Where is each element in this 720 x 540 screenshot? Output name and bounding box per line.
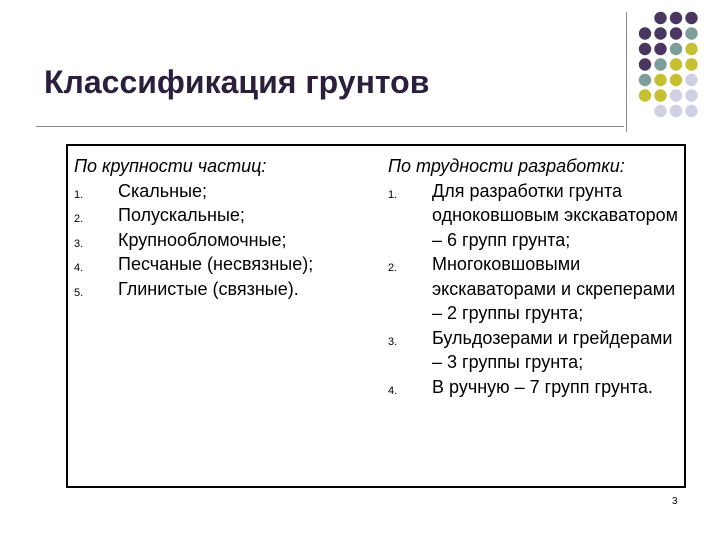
list-item bbox=[74, 179, 374, 204]
vertical-divider bbox=[626, 12, 627, 132]
decorative-dot bbox=[685, 43, 697, 55]
decorative-dot bbox=[654, 89, 666, 101]
right-list bbox=[388, 179, 684, 400]
list-number: 4. bbox=[388, 384, 398, 397]
left-list bbox=[74, 179, 374, 302]
decorative-dot bbox=[670, 105, 682, 117]
list-number: 3. bbox=[388, 335, 398, 348]
list-item bbox=[388, 326, 684, 375]
decorative-dot bbox=[685, 58, 697, 70]
decorative-dot bbox=[685, 27, 697, 39]
list-item bbox=[74, 228, 374, 253]
list-text: Скальные; bbox=[118, 180, 208, 201]
list-number: 1. bbox=[388, 188, 398, 201]
left-column-heading: По крупности частиц: bbox=[74, 156, 267, 176]
list-item bbox=[388, 179, 684, 253]
list-item bbox=[388, 252, 684, 326]
list-number: 3. bbox=[74, 237, 84, 250]
decorative-dot bbox=[654, 27, 666, 39]
list-item bbox=[74, 277, 374, 302]
list-number: 2. bbox=[74, 213, 84, 225]
content-box bbox=[66, 144, 686, 488]
decorative-dot bbox=[685, 105, 697, 117]
list-text: Полускальные; bbox=[118, 205, 245, 225]
list-text: Бульдозерами и грейдерами – 3 группы грунта; bbox=[432, 327, 673, 372]
decorative-dots bbox=[638, 11, 714, 121]
list-item bbox=[74, 252, 374, 277]
page-number: 3 bbox=[672, 496, 678, 507]
list-item bbox=[388, 375, 684, 400]
decorative-dot bbox=[639, 58, 651, 70]
decorative-dot bbox=[639, 43, 651, 55]
list-number: 2. bbox=[388, 262, 398, 274]
decorative-dot bbox=[685, 12, 697, 24]
decorative-dot bbox=[670, 12, 682, 24]
decorative-dot bbox=[670, 43, 682, 55]
right-column-heading: По трудности разработки: bbox=[388, 156, 625, 176]
title-underline bbox=[36, 126, 624, 127]
decorative-dot bbox=[639, 89, 651, 101]
list-text: Глинистые (связные). bbox=[118, 278, 299, 299]
list-number: 4. bbox=[74, 262, 84, 274]
page-title: Классификация грунтов bbox=[44, 64, 430, 100]
list-number: 1. bbox=[74, 188, 84, 201]
decorative-dot bbox=[670, 74, 682, 86]
decorative-dot bbox=[670, 27, 682, 39]
decorative-dot bbox=[654, 12, 666, 24]
left-column bbox=[74, 154, 374, 301]
list-text: Песчаные (несвязные); bbox=[118, 254, 314, 274]
decorative-dot bbox=[654, 74, 666, 86]
decorative-dot bbox=[670, 58, 682, 70]
decorative-dot bbox=[654, 58, 666, 70]
decorative-dot bbox=[670, 89, 682, 101]
list-number: 5. bbox=[74, 286, 84, 299]
list-text: В ручную – 7 групп грунта. bbox=[432, 376, 653, 397]
list-item bbox=[74, 203, 374, 228]
decorative-dot bbox=[654, 43, 666, 55]
list-text: Крупнообломочные; bbox=[118, 229, 287, 250]
decorative-dot bbox=[654, 105, 666, 117]
decorative-dot bbox=[685, 74, 697, 86]
list-text: Для разработки грунта одноковшовым экскаватором – 6 групп грунта; bbox=[432, 180, 679, 250]
decorative-dot bbox=[639, 27, 651, 39]
right-column bbox=[388, 154, 684, 399]
list-text: Многоковшовыми экскаваторами и скреперами – 2 группы грунта; bbox=[432, 254, 676, 323]
decorative-dot bbox=[639, 74, 651, 86]
decorative-dot bbox=[685, 89, 697, 101]
